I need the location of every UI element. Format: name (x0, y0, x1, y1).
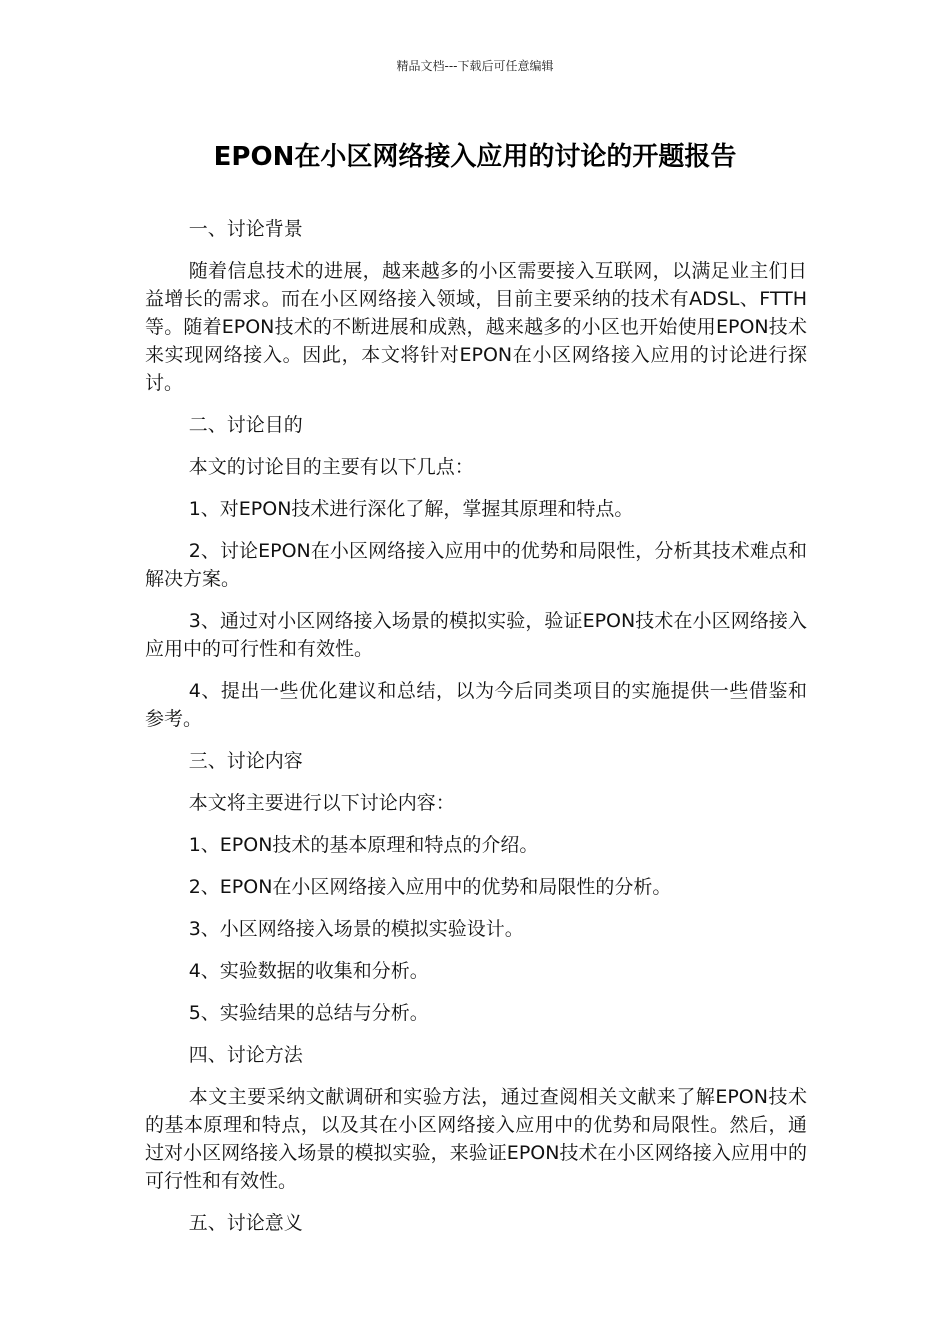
section-heading-method: 四、讨论方法 (188, 1044, 303, 1066)
list-item-content-3: 3、小区网络接入场景的模拟实验设计。 (188, 918, 524, 940)
list-item-content-2: 2、EPON在小区网络接入应用中的优势和局限性的分析。 (188, 876, 672, 898)
section-heading-significance: 五、讨论意义 (188, 1212, 303, 1234)
list-item-purpose-2: 2、讨论EPON在小区网络接入应用中的优势和局限性，分析其技术难点和解决方案。 (145, 540, 807, 590)
list-item-purpose-1: 1、对EPON技术进行深化了解，掌握其原理和特点。 (188, 498, 634, 520)
header-note: 精品文档---下载后可任意编辑 (396, 59, 554, 73)
paragraph-content-intro: 本文将主要进行以下讨论内容： (188, 792, 455, 814)
paragraph-method: 本文主要采纳文献调研和实验方法，通过查阅相关文献来了解EPON技术的基本原理和特点，以及其在小区网络接入应用中的优势和局限性。然后，通过对小区网络接入场景的模拟实验，来验证EPON技术在小区网络接入应用中的可行性和有效性。 (145, 1086, 807, 1192)
list-item-content-1: 1、EPON技术的基本原理和特点的介绍。 (188, 834, 539, 856)
document-title: EPON在小区网络接入应用的讨论的开题报告 (213, 142, 737, 172)
list-item-content-5: 5、实验结果的总结与分析。 (188, 1002, 429, 1024)
paragraph-purpose-intro: 本文的讨论目的主要有以下几点： (188, 456, 474, 478)
section-heading-purpose: 二、讨论目的 (188, 414, 303, 436)
list-item-content-4: 4、实验数据的收集和分析。 (188, 960, 429, 982)
section-heading-content: 三、讨论内容 (188, 750, 303, 772)
paragraph-background: 随着信息技术的进展，越来越多的小区需要接入互联网，以满足业主们日益增长的需求。而在小区网络接入领域，目前主要采纳的技术有ADSL、FTTH等。随着EPON技术的不断进展和成熟，越来越多的小区也开始使用EPON技术来实现网络接入。因此，本文将针对EPON在小区网络接入应用的讨论进行探讨。 (145, 260, 807, 394)
list-item-purpose-4: 4、提出一些优化建议和总结，以为今后同类项目的实施提供一些借鉴和参考。 (145, 680, 807, 730)
section-heading-background: 一、讨论背景 (188, 218, 303, 240)
list-item-purpose-3: 3、通过对小区网络接入场景的模拟实验，验证EPON技术在小区网络接入应用中的可行性和有效性。 (145, 610, 807, 660)
document-body (145, 215, 807, 1251)
